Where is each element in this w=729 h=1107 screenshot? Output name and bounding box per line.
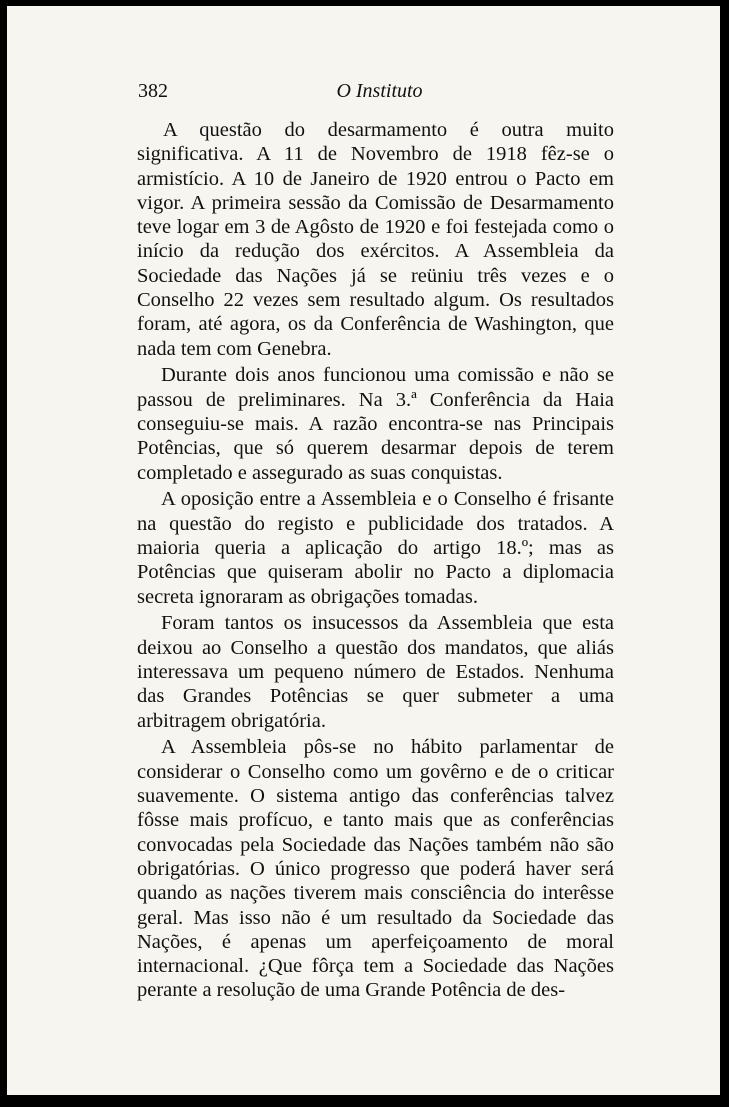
page-header	[138, 80, 621, 106]
page-number: 382	[138, 80, 168, 102]
running-title: O Instituto	[336, 80, 423, 102]
paragraph-preliminaries: Durante dois anos funcionou uma comissão e não se passou de preliminares. Na 3.ª Conferência da Haia conseguiu-se mais. A razão encontra-se nas Principais Potências, que só querem desarmar depois de terem completado e assegurado as suas conquistas.	[137, 364, 614, 484]
paragraph-failures: Foram tantos os insucessos da Assembleia que esta deixou ao Conselho a questão dos mandatos, que aliás interessava um pequeno número de Estados. Nenhuma das Grandes Potências se quer submeter a uma arbitragem obrigatória.	[137, 612, 614, 732]
paragraph-disarmament: A questão do desarmamento é outra muito significativa. A 11 de Novembro de 1918 fêz-se o armistício. A 10 de Janeiro de 1920 entrou o Pacto em vigor. A primeira sessão da Comissão de Desarmamento teve logar em 3 de Agôsto de 1920 e foi festejada como o início da redução dos exércitos. A Assembleia da Sociedade das Nações já se reüniu três vezes e o Conselho 22 vezes sem resultado algum. Os resultados foram, até agora, os da Conferência de Washington, que nada tem com Genebra.	[137, 119, 614, 360]
paragraph-parliamentary-habit: A Assembleia pôs-se no hábito parlamentar de considerar o Conselho como um govêrno e de o criticar suavemente. O sistema antigo das conferências talvez fôsse mais profícuo, e tanto mais que as conferências convocadas pela Sociedade das Nações também não são obrigatórias. O único progresso que poderá haver será quando as nações tiverem mais consciência do interêsse geral. Mas isso não é um resultado da Sociedade das Nações, é apenas um aperfeiçoamento de moral internacional. ¿Que fôrça tem a Sociedade das Nações perante a resolução de uma Grande Potência de des-	[137, 736, 614, 1002]
body-text	[137, 118, 614, 1005]
paragraph-opposition: A oposição entre a Assembleia e o Conselho é frisante na questão do registo e publicidade dos tratados. A maioria queria a aplicação do artigo 18.º; mas as Potências que quiseram abolir no Pacto a diplomacia secreta ignoraram as obrigações tomadas.	[137, 488, 614, 608]
